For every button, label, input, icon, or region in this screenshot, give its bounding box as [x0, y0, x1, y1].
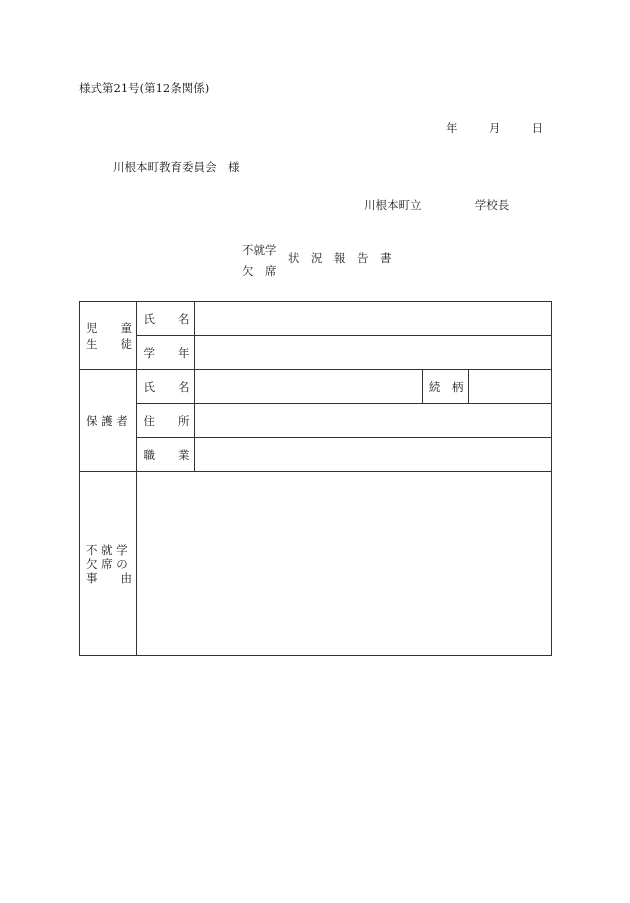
document-title: 状 況 報 告 書: [288, 251, 392, 265]
guardian-address-label: 住 所: [137, 404, 194, 438]
reason-label-line1: 不 就 学: [86, 542, 128, 557]
title-option-group: [242, 240, 277, 282]
student-grade-field[interactable]: [194, 336, 551, 370]
student-label-line2: 生 徒: [86, 336, 132, 351]
guardian-address-field[interactable]: [194, 404, 551, 438]
guardian-occupation-field[interactable]: [194, 438, 551, 472]
title-option-absence: 欠 席: [242, 264, 277, 278]
relationship-field[interactable]: [469, 370, 552, 404]
student-name-label: 氏 名: [137, 302, 194, 336]
guardian-name-field[interactable]: [194, 370, 422, 404]
date-line: [446, 120, 543, 136]
student-grade-label: 学 年: [137, 336, 194, 370]
student-section-label: [80, 302, 137, 370]
relationship-label: 続 柄: [422, 370, 468, 404]
addressee: 川根本町教育委員会 様: [113, 160, 240, 174]
date-day-label: 日: [531, 121, 544, 135]
guardian-occupation-label: 職 業: [137, 438, 194, 472]
reason-label-line3: 事 由: [86, 570, 132, 585]
report-form-table: [79, 301, 552, 656]
date-year-label: 年: [446, 121, 458, 135]
guardian-name-label: 氏 名: [137, 370, 194, 404]
form-number: 様式第21号(第12条関係): [79, 81, 210, 95]
sender-school-prefix: 川根本町立: [364, 198, 422, 212]
date-month-label: 月: [488, 121, 501, 135]
sender-principal-label: 学校長: [474, 198, 510, 212]
guardian-section-label: 保 護 者: [80, 370, 137, 472]
title-option-nonattendance: 不就学: [242, 243, 277, 257]
sender-line: [364, 197, 509, 213]
reason-label-line2: 欠 席 の: [86, 556, 128, 571]
student-name-field[interactable]: [194, 302, 551, 336]
reason-field[interactable]: [137, 472, 552, 656]
reason-section-label: [80, 472, 137, 656]
student-label-line1: 児 童: [86, 320, 132, 335]
